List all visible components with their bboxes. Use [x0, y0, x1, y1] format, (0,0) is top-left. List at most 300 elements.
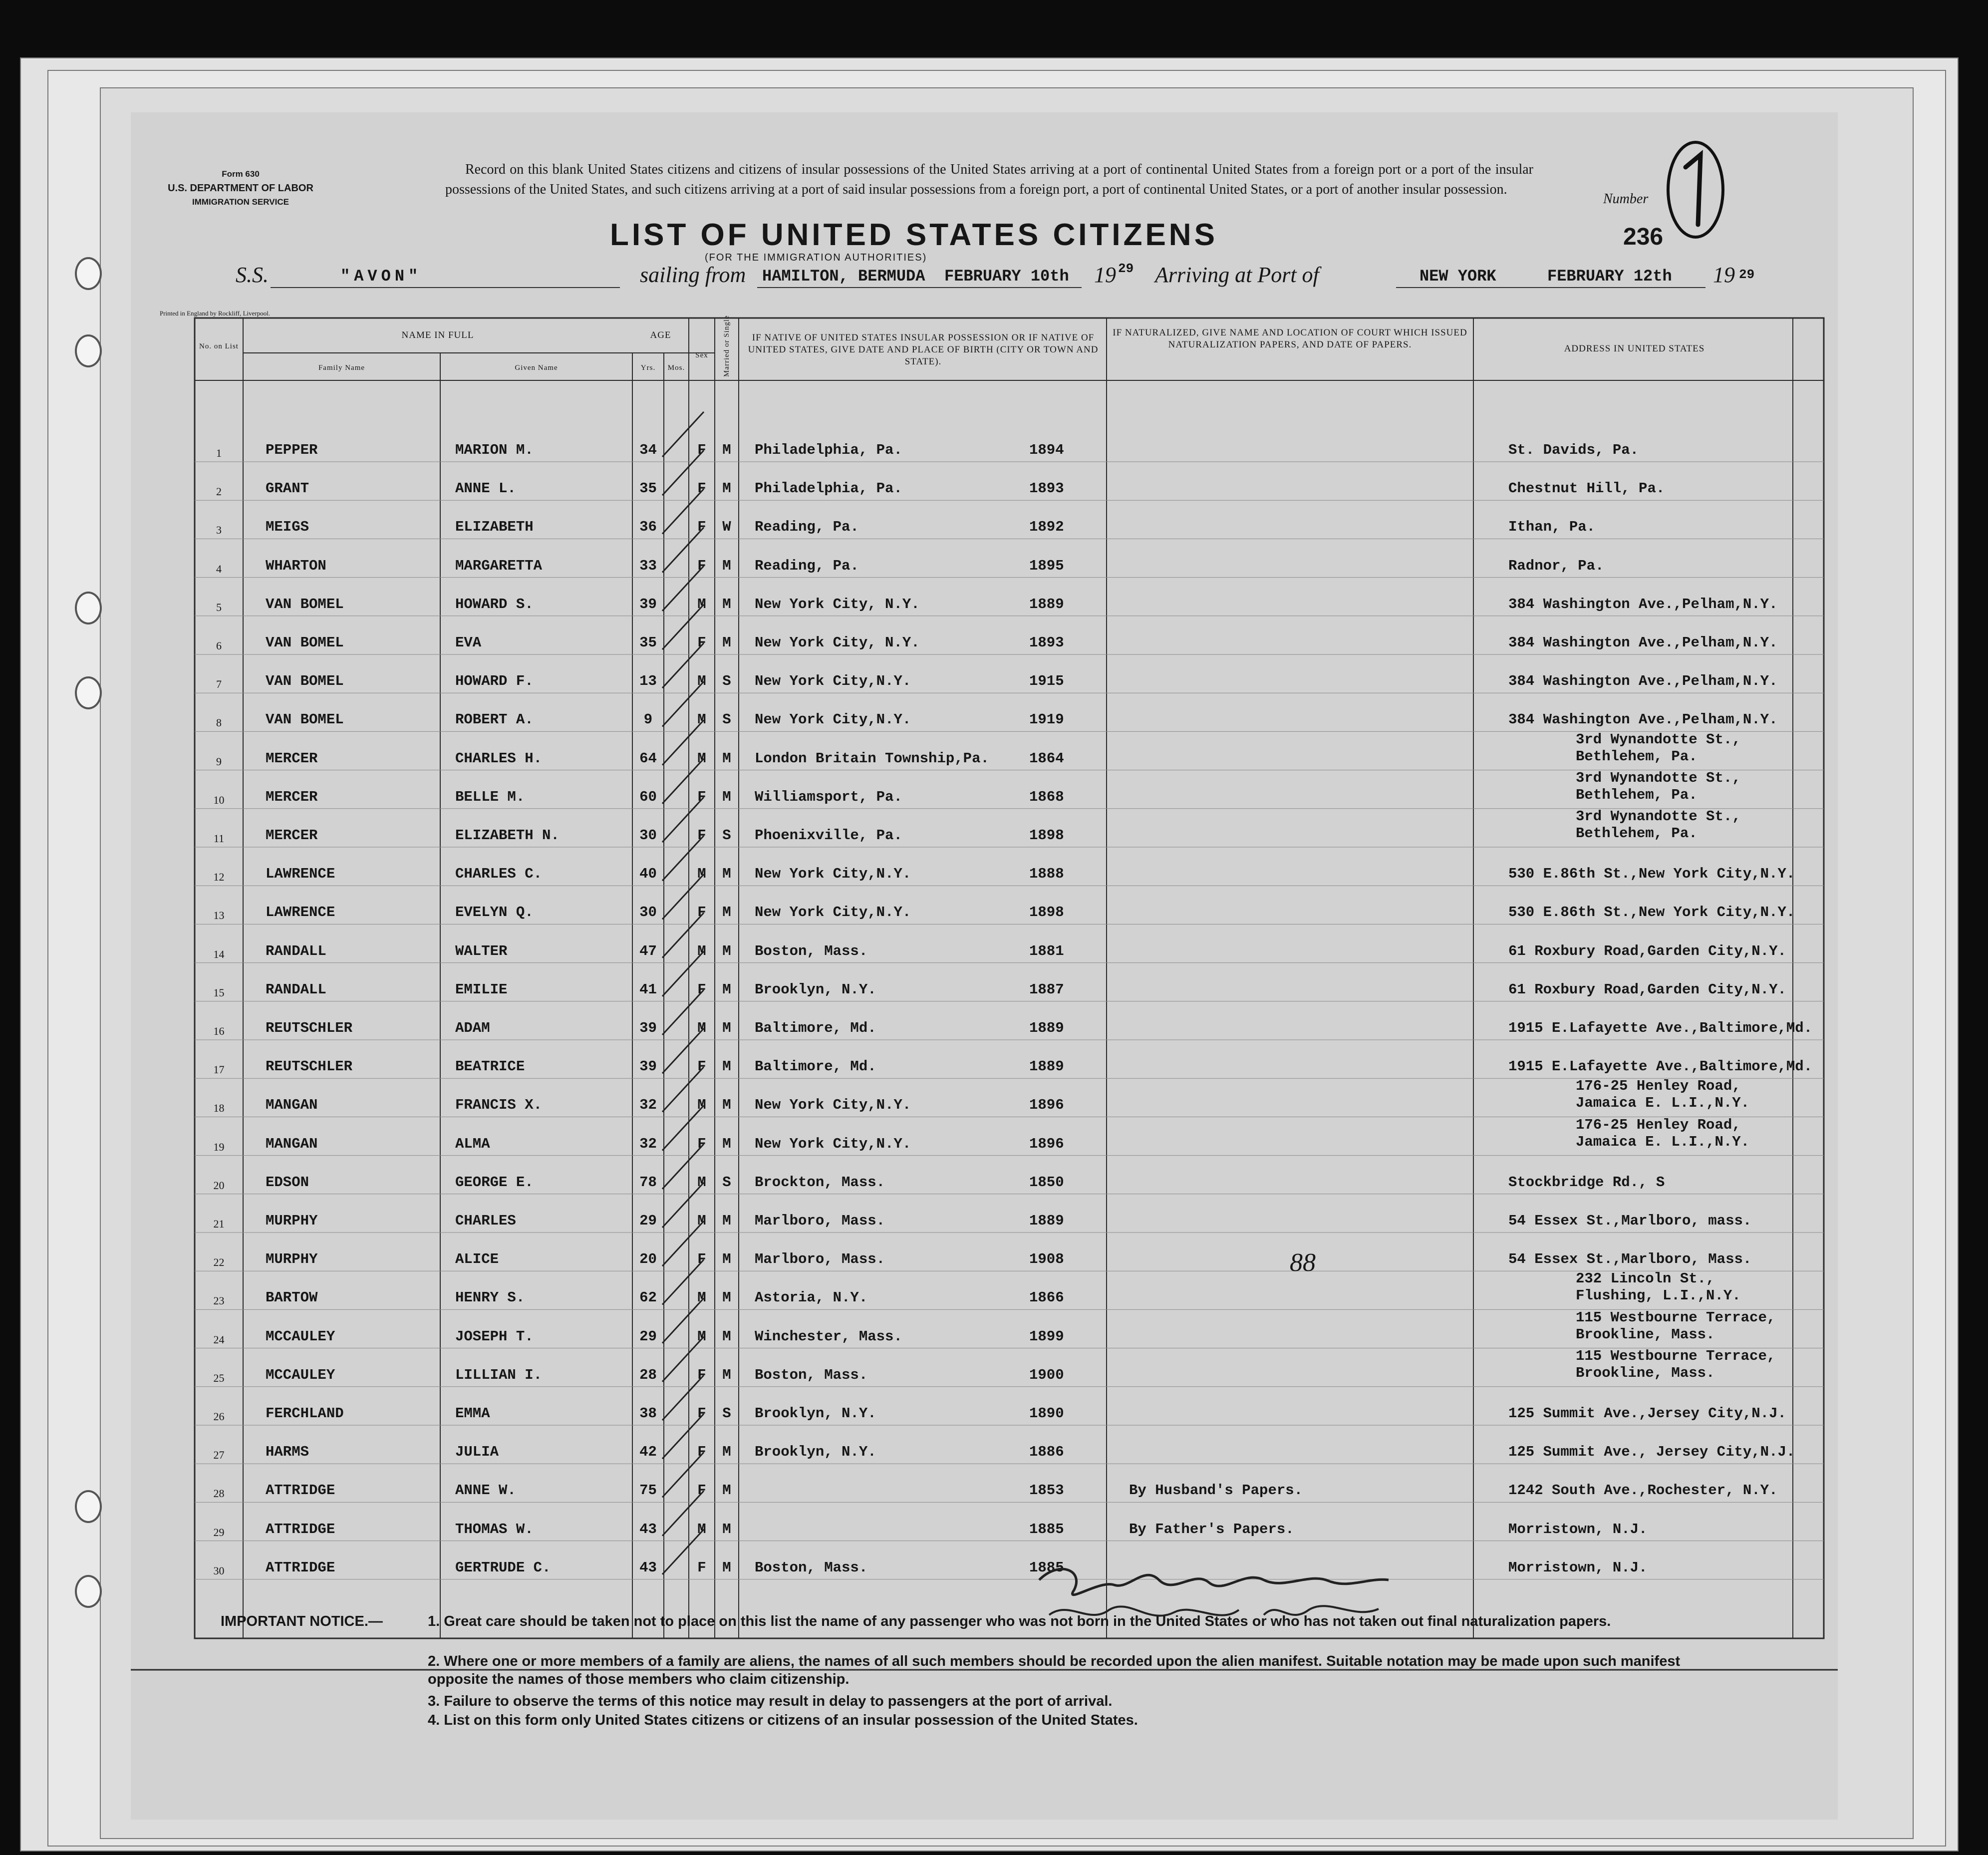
age-years: 20: [639, 1251, 657, 1268]
marital-status: M: [722, 1135, 731, 1152]
age-years: 43: [639, 1559, 657, 1576]
sex: F: [697, 1559, 706, 1576]
marital-status: S: [722, 827, 731, 844]
address-line-1: 384 Washington Ave.,Pelham,N.Y.: [1508, 596, 1778, 613]
birth-place: Marlboro, Mass.: [755, 1213, 885, 1229]
birth-place: London Britain Township,Pa.: [755, 750, 989, 767]
birth-place: Winchester, Mass.: [755, 1328, 902, 1345]
birth-place: Brooklyn, N.Y.: [755, 1405, 876, 1422]
birth-place: New York City, N.Y.: [755, 634, 920, 651]
birth-place: New York City, N.Y.: [755, 596, 920, 613]
address-line-2: Bethlehem, Pa.: [1576, 786, 1698, 803]
birth-place: Philadelphia, Pa.: [755, 442, 902, 458]
sex: M: [697, 1020, 706, 1036]
sex: M: [697, 1289, 706, 1306]
address-line-2: Brookline, Mass.: [1576, 1364, 1715, 1381]
birth-place: Boston, Mass.: [755, 1366, 868, 1383]
sex: F: [697, 1135, 706, 1152]
address-line-1: 3rd Wynandotte St.,: [1576, 769, 1741, 786]
family-name: MERCER: [266, 750, 318, 767]
row-number: 27: [213, 1449, 225, 1462]
age-years: 32: [639, 1097, 657, 1114]
notice-item-3: 3. Failure to observe the terms of this notice may result in delay to passengers at the port of arrival.: [428, 1693, 1113, 1709]
printer-note: Printed in England by Rockliff, Liverpool.: [160, 309, 271, 317]
row-number: 4: [216, 562, 222, 575]
given-name: HENRY S.: [455, 1289, 525, 1306]
marital-status: M: [722, 1097, 731, 1114]
row-number: 26: [213, 1410, 225, 1423]
address-line-1: St. Davids, Pa.: [1508, 442, 1639, 458]
marital-status: S: [722, 673, 731, 690]
header-sex: Sex: [695, 351, 708, 359]
age-years: 34: [639, 442, 657, 458]
marital-status: M: [722, 981, 731, 998]
given-name: CHARLES H.: [455, 750, 543, 767]
arrival-year-suffix: 29: [1739, 267, 1755, 282]
address-line-1: 176-25 Henley Road,: [1576, 1116, 1741, 1133]
given-name: ALMA: [455, 1135, 490, 1152]
age-years: 33: [639, 557, 657, 574]
header-naturalized: IF NATURALIZED, GIVE NAME AND LOCATION OF COURT WHICH ISSUED NATURALIZATION PAPERS, AND DATE OF PAPERS.: [1113, 327, 1467, 350]
header-given-name: Given Name: [515, 364, 558, 372]
family-name: GRANT: [266, 480, 309, 497]
row-number: 28: [213, 1487, 225, 1500]
row-number: 18: [213, 1102, 225, 1115]
given-name: ELIZABETH: [455, 519, 534, 536]
marital-status: M: [722, 480, 731, 497]
family-name: EDSON: [266, 1174, 309, 1191]
punch-hole: [75, 676, 102, 709]
sex: M: [697, 1174, 706, 1191]
sex: F: [697, 827, 706, 844]
family-name: VAN BOMEL: [266, 596, 344, 613]
marital-status: M: [722, 942, 731, 959]
birth-year: 1889: [1029, 596, 1064, 613]
address-line-2: Jamaica E. L.I.,N.Y.: [1576, 1133, 1750, 1150]
marital-status: M: [722, 750, 731, 767]
punch-hole: [75, 592, 102, 624]
sex: F: [697, 1251, 706, 1268]
family-name: HARMS: [266, 1444, 309, 1461]
list-number: 236: [1623, 224, 1664, 250]
row-number: 2: [216, 485, 222, 498]
birth-year: 1885: [1029, 1521, 1064, 1538]
age-years: 39: [639, 1058, 657, 1075]
birth-place: Boston, Mass.: [755, 942, 868, 959]
given-name: WALTER: [455, 942, 508, 959]
sex: M: [697, 673, 706, 690]
birth-place: Marlboro, Mass.: [755, 1251, 885, 1268]
marital-status: S: [722, 1405, 731, 1422]
address-line-1: 232 Lincoln St.,: [1576, 1270, 1715, 1287]
sex: F: [697, 1058, 706, 1075]
row-number: 13: [213, 909, 225, 922]
marital-status: M: [722, 596, 731, 613]
family-name: MCCAULEY: [266, 1328, 335, 1345]
birth-place: Phoenixville, Pa.: [755, 827, 902, 844]
address-line-1: 115 Westbourne Terrace,: [1576, 1347, 1776, 1364]
age-years: 39: [639, 596, 657, 613]
marital-status: M: [722, 557, 731, 574]
page-subtitle: (FOR THE IMMIGRATION AUTHORITIES): [705, 252, 927, 263]
address-line-1: Morristown, N.J.: [1508, 1559, 1648, 1576]
birth-year: 1892: [1029, 519, 1064, 536]
given-name: ROBERT A.: [455, 711, 534, 728]
given-name: EMMA: [455, 1405, 490, 1422]
birth-year: 1895: [1029, 557, 1064, 574]
birth-year: 1896: [1029, 1135, 1064, 1152]
marital-status: M: [722, 1289, 731, 1306]
age-years: 30: [639, 904, 657, 921]
header-address: ADDRESS IN UNITED STATES: [1564, 343, 1705, 354]
address-line-1: 3rd Wynandotte St.,: [1576, 731, 1741, 748]
sex: M: [697, 1097, 706, 1114]
family-name: REUTSCHLER: [266, 1058, 353, 1075]
birth-place: New York City,N.Y.: [755, 1097, 911, 1114]
address-line-2: Jamaica E. L.I.,N.Y.: [1576, 1095, 1750, 1112]
birth-year: 1899: [1029, 1328, 1064, 1345]
birth-place: New York City,N.Y.: [755, 904, 911, 921]
row-number: 24: [213, 1333, 225, 1346]
address-line-1: Morristown, N.J.: [1508, 1521, 1648, 1538]
given-name: GERTRUDE C.: [455, 1559, 551, 1576]
family-name: MERCER: [266, 827, 318, 844]
address-line-1: 1242 South Ave.,Rochester, N.Y.: [1508, 1482, 1778, 1499]
family-name: RANDALL: [266, 942, 326, 959]
given-name: CHARLES C.: [455, 866, 543, 883]
notice-heading: IMPORTANT NOTICE.—: [221, 1613, 383, 1629]
age-years: 64: [639, 750, 657, 767]
family-name: MEIGS: [266, 519, 309, 536]
birth-year: 1889: [1029, 1213, 1064, 1229]
age-years: 40: [639, 866, 657, 883]
address-line-1: 384 Washington Ave.,Pelham,N.Y.: [1508, 711, 1778, 728]
birth-year: 1887: [1029, 981, 1064, 998]
row-number: 21: [213, 1218, 225, 1230]
header-no-on-list: No. on List: [199, 342, 239, 350]
sex: M: [697, 596, 706, 613]
birth-place: Boston, Mass.: [755, 1559, 868, 1576]
birth-place: Brooklyn, N.Y.: [755, 981, 876, 998]
marital-status: M: [722, 866, 731, 883]
given-name: ANNE L.: [455, 480, 516, 497]
given-name: GEORGE E.: [455, 1174, 534, 1191]
birth-place: Williamsport, Pa.: [755, 788, 902, 805]
birth-year: 1868: [1029, 788, 1064, 805]
departure-date: FEBRUARY 10th: [944, 267, 1069, 286]
marital-status: M: [722, 442, 731, 458]
marital-status: M: [722, 1559, 731, 1576]
address-line-1: 115 Westbourne Terrace,: [1576, 1309, 1776, 1326]
address-line-1: 125 Summit Ave.,Jersey City,N.J.: [1508, 1405, 1786, 1422]
row-number: 12: [213, 871, 225, 884]
row-number: 9: [216, 755, 222, 768]
marital-status: W: [722, 519, 731, 536]
address-line-2: Bethlehem, Pa.: [1576, 748, 1698, 765]
address-line-1: 176-25 Henley Road,: [1576, 1078, 1741, 1095]
birth-year: 1885: [1029, 1559, 1064, 1576]
row-number: 19: [213, 1140, 225, 1153]
birth-place: New York City,N.Y.: [755, 1135, 911, 1152]
given-name: ALICE: [455, 1251, 499, 1268]
punch-hole: [75, 1490, 102, 1523]
sex: M: [697, 1328, 706, 1345]
family-name: ATTRIDGE: [266, 1559, 335, 1576]
ss-label: S.S.: [236, 263, 269, 287]
address-line-1: 125 Summit Ave., Jersey City,N.J.: [1508, 1444, 1795, 1461]
given-name: MARGARETTA: [455, 557, 543, 574]
sex: M: [697, 1521, 706, 1538]
header-family-name: Family Name: [318, 364, 365, 372]
age-years: 62: [639, 1289, 657, 1306]
family-name: VAN BOMEL: [266, 711, 344, 728]
form-number: Form 630: [222, 169, 260, 179]
birth-place: New York City,N.Y.: [755, 673, 911, 690]
marital-status: M: [722, 788, 731, 805]
birth-place: Brooklyn, N.Y.: [755, 1444, 876, 1461]
marital-status: M: [722, 904, 731, 921]
departure-year-suffix: 29: [1118, 261, 1134, 276]
birth-place: New York City,N.Y.: [755, 866, 911, 883]
address-line-1: 54 Essex St.,Marlboro, mass.: [1508, 1213, 1752, 1229]
notice-item-4: 4. List on this form only United States citizens or citizens of an insular possession of the United States.: [428, 1712, 1138, 1728]
birth-year: 1889: [1029, 1058, 1064, 1075]
birth-place: Astoria, N.Y.: [755, 1289, 868, 1306]
sex: F: [697, 981, 706, 998]
age-years: 13: [639, 673, 657, 690]
sex: F: [697, 1482, 706, 1499]
age-years: 42: [639, 1444, 657, 1461]
page-title: LIST OF UNITED STATES CITIZENS: [610, 218, 1218, 252]
family-name: MANGAN: [266, 1097, 318, 1114]
given-name: EVA: [455, 634, 482, 651]
record-instructions: Record on this blank United States citizens and citizens of insular possessions of the United States arriving at a port of continental United States from a foreign port or a port of the insular possessions of the United States, and such citizens arriving at a port of said insular possessions from a foreign port, a port of continental United States, or a port of another insular possession.: [445, 162, 1533, 197]
birth-place: New York City,N.Y.: [755, 711, 911, 728]
arriving-label: Arriving at Port of: [1155, 263, 1319, 287]
row-number: 8: [216, 716, 222, 729]
address-line-1: 3rd Wynandotte St.,: [1576, 808, 1741, 825]
header-birth: IF NATIVE OF UNITED STATES INSULAR POSSESSION OR IF NATIVE OF UNITED STATES, GIVE DATE AND PLACE OF BIRTH (CITY OR TOWN AND STATE).: [748, 332, 1099, 367]
birth-year: 1894: [1029, 442, 1064, 458]
birth-year: 1915: [1029, 673, 1064, 690]
row-number: 11: [213, 832, 225, 845]
notice-item-1: 1. Great care should be taken not to place on this list the name of any passenger who was not born in the United States or who has not taken out final naturalization papers.: [428, 1613, 1611, 1629]
arrival-port: NEW YORK: [1420, 267, 1496, 286]
birth-year: 1919: [1029, 711, 1064, 728]
marital-status: M: [722, 1213, 731, 1229]
row-number: 20: [213, 1179, 225, 1192]
birth-year: 1900: [1029, 1366, 1064, 1383]
age-years: 35: [639, 634, 657, 651]
birth-place: Reading, Pa.: [755, 557, 859, 574]
age-years: 29: [639, 1328, 657, 1345]
sex: M: [697, 711, 706, 728]
given-name: EMILIE: [455, 981, 508, 998]
sex: F: [697, 557, 706, 574]
family-name: LAWRENCE: [266, 904, 335, 921]
birth-year: 1866: [1029, 1289, 1064, 1306]
family-name: ATTRIDGE: [266, 1482, 335, 1499]
service-name: IMMIGRATION SERVICE: [192, 197, 289, 207]
birth-year: 1893: [1029, 480, 1064, 497]
row-number: 30: [213, 1564, 225, 1577]
birth-place: Reading, Pa.: [755, 519, 859, 536]
given-name: THOMAS W.: [455, 1521, 534, 1538]
birth-year: 1896: [1029, 1097, 1064, 1114]
age-years: 35: [639, 480, 657, 497]
marital-status: M: [722, 1251, 731, 1268]
address-line-2: Flushing, L.I.,N.Y.: [1576, 1287, 1741, 1304]
given-name: BEATRICE: [455, 1058, 525, 1075]
age-years: 29: [639, 1213, 657, 1229]
row-number: 5: [216, 601, 222, 614]
row-number: 6: [216, 639, 222, 652]
marital-status: M: [722, 1366, 731, 1383]
row-number: 17: [213, 1063, 225, 1076]
sex: F: [697, 1366, 706, 1383]
marital-status: S: [722, 711, 731, 728]
sex: F: [697, 634, 706, 651]
row-number: 29: [213, 1526, 225, 1539]
address-line-1: 384 Washington Ave.,Pelham,N.Y.: [1508, 673, 1778, 690]
given-name: JULIA: [455, 1444, 499, 1461]
arrival-year-prefix: 19: [1713, 263, 1735, 287]
age-years: 28: [639, 1366, 657, 1383]
header-married-single: Married or Single: [723, 315, 731, 377]
family-name: PEPPER: [266, 442, 318, 458]
row-number: 22: [213, 1256, 225, 1269]
family-name: MANGAN: [266, 1135, 318, 1152]
age-years: 41: [639, 981, 657, 998]
header-age-months: Mos.: [667, 364, 685, 372]
row-number: 15: [213, 986, 225, 999]
sex: F: [697, 1444, 706, 1461]
birth-year: 1850: [1029, 1174, 1064, 1191]
address-line-1: 1915 E.Lafayette Ave.,Baltimore,Md.: [1508, 1058, 1813, 1075]
age-years: 75: [639, 1482, 657, 1499]
birth-year: 1888: [1029, 866, 1064, 883]
number-label: Number: [1603, 191, 1649, 207]
marital-status: M: [722, 1058, 731, 1075]
age-years: 30: [639, 827, 657, 844]
sex: F: [697, 442, 706, 458]
family-name: FERCHLAND: [266, 1405, 344, 1422]
address-line-1: 61 Roxbury Road,Garden City,N.Y.: [1508, 981, 1786, 998]
birth-place: Baltimore, Md.: [755, 1020, 876, 1036]
birth-place: Baltimore, Md.: [755, 1058, 876, 1075]
departure-port: HAMILTON, BERMUDA: [762, 267, 925, 286]
header-age: AGE: [650, 330, 671, 340]
address-line-1: 384 Washington Ave.,Pelham,N.Y.: [1508, 634, 1778, 651]
row-number: 7: [216, 678, 222, 691]
marital-status: M: [722, 1328, 731, 1345]
sex: F: [697, 519, 706, 536]
family-name: LAWRENCE: [266, 866, 335, 883]
sex: F: [697, 1405, 706, 1422]
address-line-1: 54 Essex St.,Marlboro, Mass.: [1508, 1251, 1752, 1268]
sailing-from-label: sailing from: [640, 263, 746, 287]
age-years: 78: [639, 1174, 657, 1191]
birth-year: 1908: [1029, 1251, 1064, 1268]
ship-name: "AVON": [340, 267, 422, 286]
header-name-in-full: NAME IN FULL: [401, 330, 474, 340]
row-number: 16: [213, 1025, 225, 1037]
punch-hole: [75, 334, 102, 367]
row-number: 14: [213, 947, 225, 960]
punch-hole: [75, 1575, 102, 1608]
given-name: ANNE W.: [455, 1482, 516, 1499]
naturalization-note: By Father's Papers.: [1129, 1521, 1294, 1538]
age-years: 47: [639, 942, 657, 959]
address-line-1: 61 Roxbury Road,Garden City,N.Y.: [1508, 942, 1786, 959]
sex: F: [697, 480, 706, 497]
address-line-1: Radnor, Pa.: [1508, 557, 1604, 574]
family-name: RANDALL: [266, 981, 326, 998]
given-name: BELLE M.: [455, 788, 525, 805]
marital-status: S: [722, 1174, 731, 1191]
naturalization-note: By Husband's Papers.: [1129, 1482, 1303, 1499]
handwritten-mark: 88: [1290, 1248, 1316, 1277]
age-years: 9: [643, 711, 653, 728]
birth-year: 1853: [1029, 1482, 1064, 1499]
given-name: HOWARD S.: [455, 596, 534, 613]
birth-year: 1893: [1029, 634, 1064, 651]
sex: F: [697, 904, 706, 921]
family-name: MCCAULEY: [266, 1366, 335, 1383]
notice-item-2: 2. Where one or more members of a family are aliens, the names of all such members should be recorded upon the alien manifest. Suitable notation may be made upon such manifest opposite the names of those members who claim citizenship.: [428, 1653, 1681, 1687]
family-name: VAN BOMEL: [266, 634, 344, 651]
given-name: LILLIAN I.: [455, 1366, 543, 1383]
marital-status: M: [722, 634, 731, 651]
given-name: JOSEPH T.: [455, 1328, 534, 1345]
age-years: 60: [639, 788, 657, 805]
birth-year: 1890: [1029, 1405, 1064, 1422]
marital-status: M: [722, 1521, 731, 1538]
birth-year: 1889: [1029, 1020, 1064, 1036]
address-line-1: Stockbridge Rd., S: [1508, 1174, 1665, 1191]
row-number: 1: [216, 447, 222, 459]
given-name: ADAM: [455, 1020, 490, 1036]
age-years: 36: [639, 519, 657, 536]
given-name: EVELYN Q.: [455, 904, 534, 921]
birth-year: 1864: [1029, 750, 1064, 767]
given-name: HOWARD F.: [455, 673, 534, 690]
address-line-1: Chestnut Hill, Pa.: [1508, 480, 1665, 497]
address-line-2: Bethlehem, Pa.: [1576, 825, 1698, 842]
punch-hole: [75, 257, 102, 290]
family-name: MURPHY: [266, 1251, 318, 1268]
header-age-years: Yrs.: [640, 364, 656, 372]
family-name: REUTSCHLER: [266, 1020, 353, 1036]
departure-year-prefix: 19: [1094, 263, 1116, 287]
sex: M: [697, 750, 706, 767]
marital-status: M: [722, 1444, 731, 1461]
sex: M: [697, 942, 706, 959]
given-name: MARION M.: [455, 442, 534, 458]
address-line-1: 1915 E.Lafayette Ave.,Baltimore,Md.: [1508, 1020, 1813, 1036]
department-name: U.S. DEPARTMENT OF LABOR: [168, 183, 313, 194]
birth-place: Brockton, Mass.: [755, 1174, 885, 1191]
age-years: 32: [639, 1135, 657, 1152]
address-line-1: Ithan, Pa.: [1508, 519, 1596, 536]
birth-year: 1898: [1029, 904, 1064, 921]
binder-background: [0, 47, 1988, 1855]
marital-status: M: [722, 1020, 731, 1036]
row-number: 3: [216, 524, 222, 537]
arrival-date: FEBRUARY 12th: [1547, 267, 1672, 286]
address-line-1: 530 E.86th St.,New York City,N.Y.: [1508, 866, 1795, 883]
sex: M: [697, 1213, 706, 1229]
